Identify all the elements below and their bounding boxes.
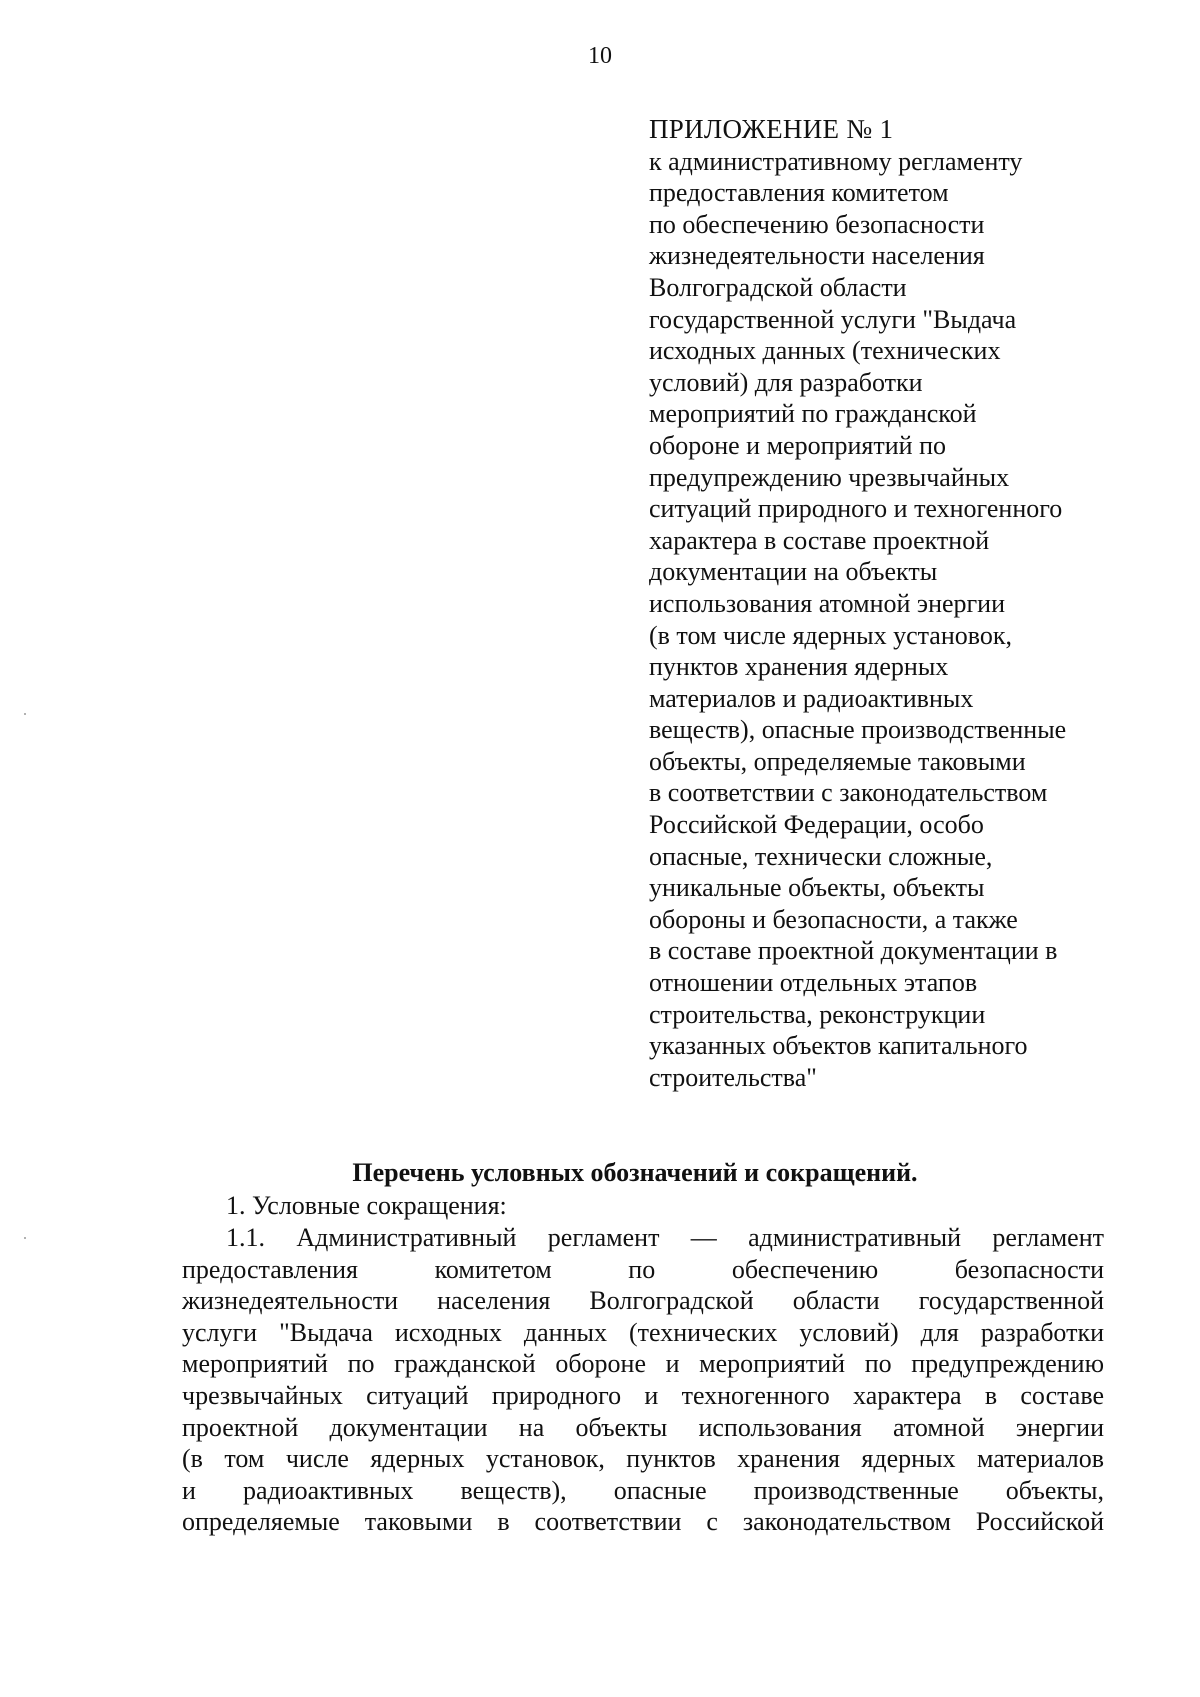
body-line: (в том числе ядерных установок, пунктов хранения ядерных материалов bbox=[182, 1444, 1104, 1474]
appendix-line: обороне и мероприятий по bbox=[649, 430, 946, 460]
appendix-line: мероприятий по гражданской bbox=[649, 399, 977, 429]
appendix-line: обороны и безопасности, а также bbox=[649, 904, 1018, 934]
appendix-line: Волгоградской области bbox=[649, 272, 907, 302]
appendix-line: материалов и радиоактивных bbox=[649, 683, 974, 713]
appendix-line: к административному регламенту bbox=[649, 146, 1023, 176]
body-line: проектной документации на объекты использования атомной энергии bbox=[182, 1412, 1104, 1442]
appendix-line: объекты, определяемые таковыми bbox=[649, 746, 1026, 776]
appendix-line: уникальные объекты, объекты bbox=[649, 873, 985, 903]
appendix-line: в составе проектной документации в bbox=[649, 936, 1058, 966]
body-line: и радиоактивных веществ), опасные производственные объекты, bbox=[182, 1475, 1104, 1505]
appendix-line: в соответствии с законодательством bbox=[649, 778, 1048, 808]
appendix-line: строительства, реконструкции bbox=[649, 999, 986, 1029]
scan-speck bbox=[24, 713, 26, 715]
appendix-line: отношении отдельных этапов bbox=[649, 968, 978, 998]
appendix-line: предоставления комитетом bbox=[649, 178, 949, 208]
appendix-line: документации на объекты bbox=[649, 557, 938, 587]
appendix-line: указанных объектов капитального bbox=[649, 1031, 1028, 1061]
body-line: предоставления комитетом по обеспечению безопасности bbox=[182, 1254, 1104, 1284]
page-number: 10 bbox=[588, 43, 612, 69]
appendix-block bbox=[649, 114, 1169, 1093]
appendix-line: ситуаций природного и техногенного bbox=[649, 494, 1063, 524]
appendix-line: по обеспечению безопасности bbox=[649, 209, 985, 239]
appendix-line: строительства" bbox=[649, 1062, 817, 1092]
appendix-line: государственной услуги "Выдача bbox=[649, 304, 1017, 334]
body-line: услуги "Выдача исходных данных (технических условий) для разработки bbox=[182, 1317, 1104, 1347]
appendix-title: ПРИЛОЖЕНИЕ № 1 bbox=[649, 114, 894, 144]
appendix-line: условий) для разработки bbox=[649, 367, 923, 397]
body-line: определяемые таковыми в соответствии с законодательством Российской bbox=[182, 1507, 1104, 1537]
appendix-line: Российской Федерации, особо bbox=[649, 810, 984, 840]
scan-speck bbox=[24, 1237, 26, 1239]
body-line: жизнедеятельности населения Волгоградской области государственной bbox=[182, 1286, 1104, 1316]
appendix-line: характера в составе проектной bbox=[649, 525, 990, 555]
appendix-line: жизнедеятельности населения bbox=[649, 241, 985, 271]
body-paragraph bbox=[182, 1222, 1104, 1538]
appendix-line: пунктов хранения ядерных bbox=[649, 652, 949, 682]
body-line: мероприятий по гражданской обороне и мероприятий по предупреждению bbox=[182, 1349, 1104, 1379]
body-line: 1.1. Административный регламент — административный регламент bbox=[226, 1223, 1104, 1252]
appendix-line: предупреждению чрезвычайных bbox=[649, 462, 1010, 492]
section-heading: Перечень условных обозначений и сокращений. bbox=[352, 1158, 918, 1187]
appendix-line: (в том числе ядерных установок, bbox=[649, 620, 1012, 650]
appendix-line: опасные, технически сложные, bbox=[649, 841, 993, 871]
body-line: чрезвычайных ситуаций природного и техногенного характера в составе bbox=[182, 1380, 1104, 1410]
appendix-line: веществ), опасные производственные bbox=[649, 715, 1067, 745]
appendix-line: исходных данных (технических bbox=[649, 336, 1001, 366]
appendix-line: использования атомной энергии bbox=[649, 588, 1006, 618]
section-label: 1. Условные сокращения: bbox=[226, 1191, 507, 1220]
